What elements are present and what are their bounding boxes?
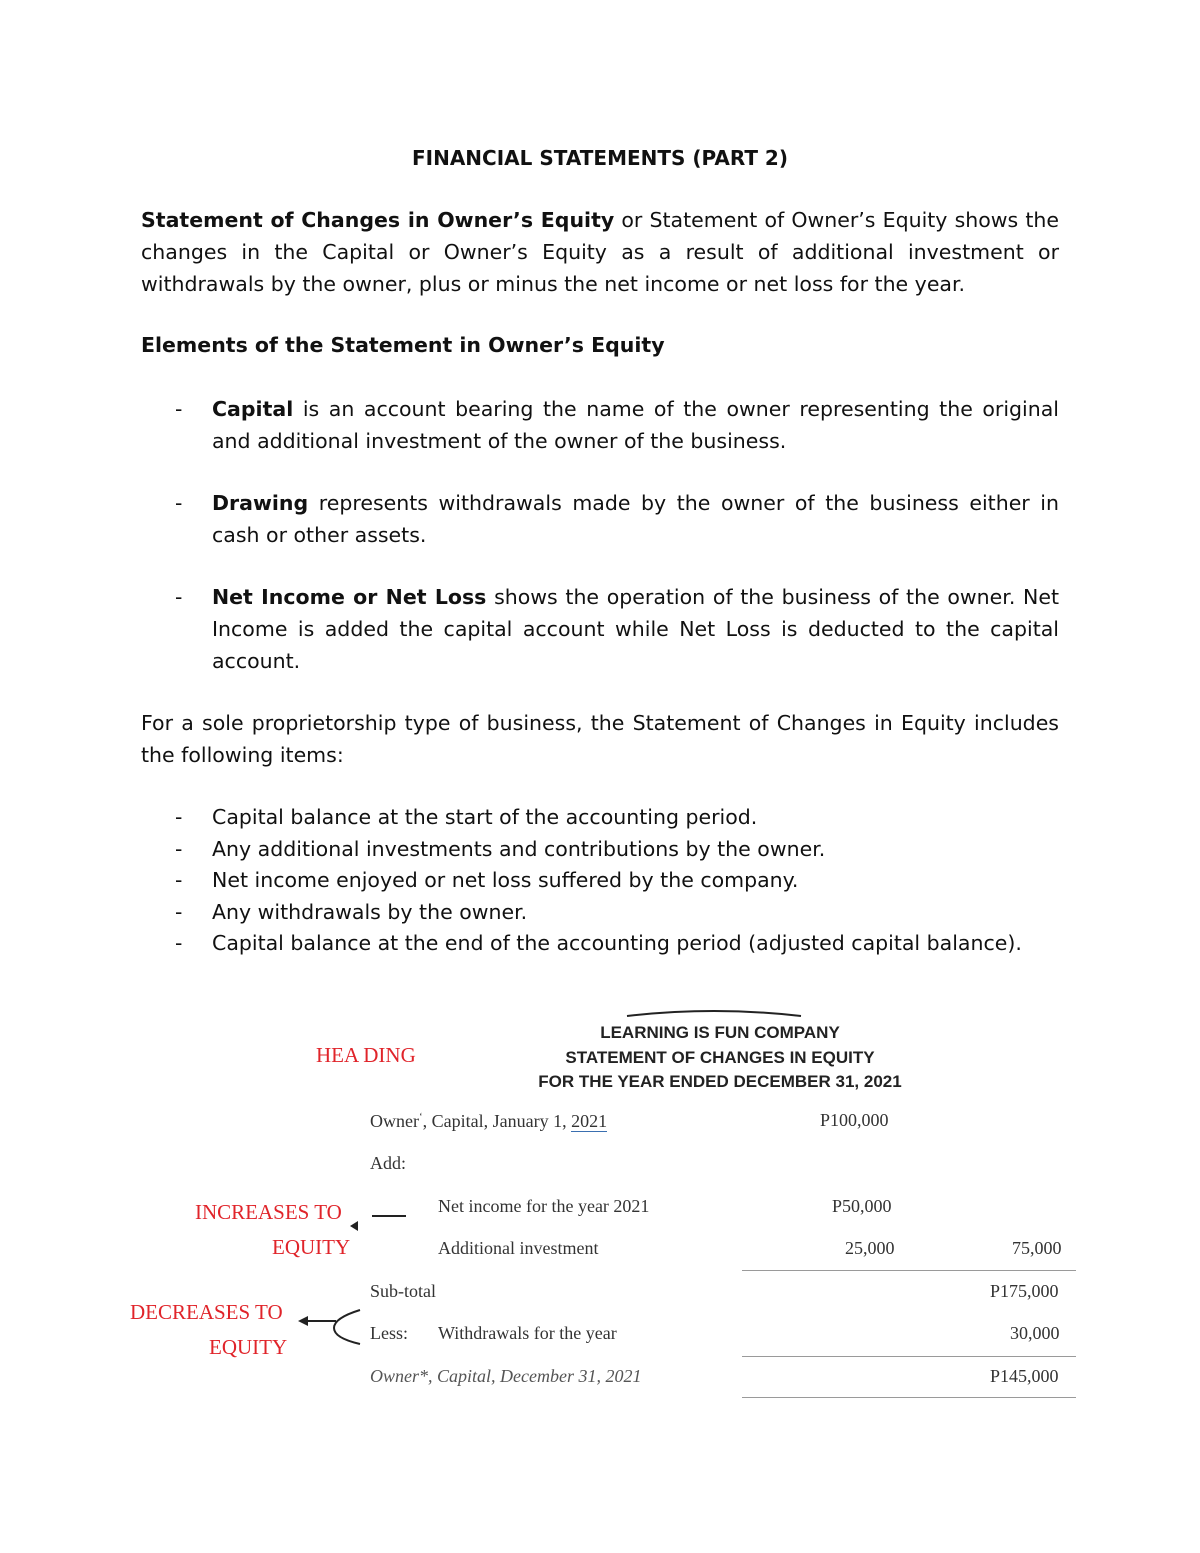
element-item-net-income <box>141 581 1059 677</box>
closing-capital-label: Owner*, Capital, December 31, 2021 <box>370 1366 642 1386</box>
statement-company: LEARNING IS FUN COMPANY <box>600 1023 840 1042</box>
arrow-left-icon <box>348 1207 408 1231</box>
sole-prop-paragraph: For a sole proprietorship type of business, the Statement of Changes in Equity includes the following items: <box>141 711 1059 767</box>
increases-annotation-2: EQUITY <box>272 1235 351 1259</box>
element-item-drawing <box>141 487 1059 551</box>
element-term: Drawing <box>212 491 309 515</box>
element-text: represents withdrawals made by the owner of the business either in cash or other assets. <box>212 491 1059 547</box>
element-term: Net Income or Net Loss <box>212 585 487 609</box>
bullet-dash: - <box>175 491 183 515</box>
elements-heading: Elements of the Statement in Owner’s Equity <box>141 333 665 357</box>
add-label: Add: <box>370 1153 406 1173</box>
decreases-annotation-1: DECREASES TO <box>130 1300 283 1324</box>
additional-investment-amount: 25,000 <box>845 1238 895 1258</box>
statement-name: STATEMENT OF CHANGES IN EQUITY <box>565 1048 875 1067</box>
document-page: FINANCIAL STATEMENTS (PART 2) Statement of Changes in Owner’s Equity or Statement of Owner’s Equity shows the changes in the Capital or Owner’s Equity as a result of additional investment or withdrawals by the owner, plus or minus the net income or net loss for the year. Elements of the Statement in Owner’s Equity - Capital is an account bearing the name of the owner representing the original and additional investment of the owner of the business. - Drawing represents withdrawals made by the owner of the business either in cash or other assets. - Net Income or Net Loss shows the operation of the business of the owner. Net Income is added the capital account while Net Loss is deducted to the capital account. For a sole proprietorship type of business, the Statement of Changes in Equity includes the following items: - Capital balance at the start of the accounting period. - Any additional investments and contributions by the owner. - Net income enjoyed or net loss suffered by the company. - Any withdrawals by the owner. - Capital balance at the end of the accounting period (adjusted capital balance). LEARNING IS FUN COMPANY STATEMENT OF CHANGES IN EQUITY FOR THE YEAR ENDED DECEMBER 31, 2021 HEA DING Owner‘, Capital, January 1, 2021 P100,000 Add: INCREASES TO EQUITY Net income for the year 2021 P50,000 Additional investment 25,000 75,000 Sub-total P175,000 DECREASES TO EQUITY Less: Withdrawals for the year 30,000 Owner*, Capital, December 31, 2021 P145,000 <box>0 0 1200 1553</box>
element-text: is an account bearing the name of the owner representing the original and additional investment of the owner of the business. <box>212 397 1059 453</box>
closing-capital-amount: P145,000 <box>990 1366 1059 1386</box>
additional-investment-label: Additional investment <box>438 1238 599 1258</box>
final-rule <box>742 1397 1076 1398</box>
withdrawals-label: Withdrawals for the year <box>438 1323 617 1343</box>
opening-capital-amount: P100,000 <box>820 1110 889 1130</box>
page-title: FINANCIAL STATEMENTS (PART 2) <box>411 146 788 170</box>
net-income-amount: P50,000 <box>832 1196 892 1216</box>
bracket-arrow-icon <box>296 1308 366 1348</box>
intro-term: Statement of Changes in Owner’s Equity <box>141 208 615 232</box>
decreases-annotation-2: EQUITY <box>209 1335 288 1359</box>
opening-capital-label: Owner‘, Capital, January 1, 2021 <box>370 1111 608 1131</box>
intro-text: or Statement of Owner’s Equity shows the changes in the Capital or Owner’s Equity as a result of additional investment or withdrawals by the owner, plus or minus the net income or net loss for the year. <box>141 208 1059 296</box>
subtotal-rule <box>742 1270 1076 1271</box>
additions-total-amount: 75,000 <box>1012 1238 1062 1258</box>
element-item-capital <box>141 393 1059 457</box>
increases-annotation-1: INCREASES TO <box>195 1200 342 1224</box>
bullet-dash: - <box>175 585 183 609</box>
heading-annotation: HEA DING <box>316 1043 416 1067</box>
less-label: Less: <box>370 1323 408 1343</box>
net-income-label: Net income for the year 2021 <box>438 1196 650 1216</box>
intro-paragraph <box>141 204 1059 300</box>
bullet-dash: - <box>175 397 183 421</box>
statement-period: FOR THE YEAR ENDED DECEMBER 31, 2021 <box>538 1072 902 1091</box>
element-text: shows the operation of the business of the owner. Net Income is added the capital account while Net Loss is deducted to the capital account. <box>212 585 1060 673</box>
closing-rule <box>742 1356 1076 1357</box>
element-term: Capital <box>212 397 294 421</box>
decorative-arc <box>625 1008 803 1018</box>
subtotal-label: Sub-total <box>370 1281 436 1301</box>
subtotal-amount: P175,000 <box>990 1281 1059 1301</box>
withdrawals-amount: 30,000 <box>1010 1323 1060 1343</box>
